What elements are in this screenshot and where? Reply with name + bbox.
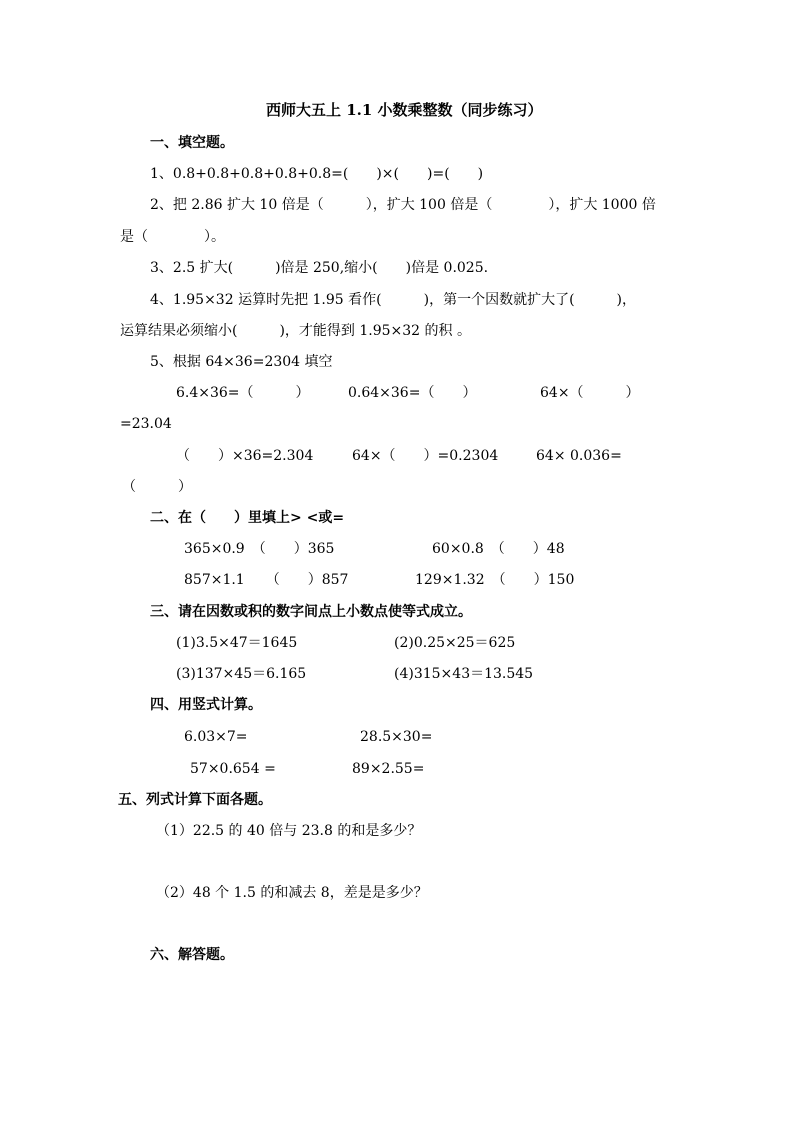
compare-item-4: 129×1.32 （ ）150 [415, 572, 575, 588]
section-5-heading: 五、列式计算下面各题。 [118, 792, 272, 808]
question-1-5-item-d: （ ）×36=2.304 [176, 448, 314, 464]
question-1-5: 5、根据 64×36=2304 填空 [150, 354, 333, 370]
question-1-5-item-f-cont: （ ） [122, 479, 192, 495]
section-6-heading: 六、解答题。 [150, 947, 234, 963]
question-1-5-item-c-cont: =23.04 [120, 416, 172, 432]
question-1-2-line1: 2、把 2.86 扩大 10 倍是（ ），扩大 100 倍是（ ），扩大 1000 倍 [150, 197, 656, 213]
question-1-3: 3、2.5 扩大( )倍是 250,缩小( )倍是 0.025. [150, 260, 489, 276]
decimal-point-item-1: (1)3.5×47＝1645 [176, 635, 298, 651]
question-1-5-item-a: 6.4×36=（ ） [176, 385, 310, 401]
word-problem-2: （2）48 个 1.5 的和减去 8，差是是多少？ [156, 885, 428, 901]
word-problem-1: （1）22.5 的 40 倍与 23.8 的和是多少？ [156, 823, 422, 839]
section-2-heading: 二、在（ ）里填上> <或= [150, 510, 345, 526]
question-1-4-line2: 运算结果必须缩小( )，才能得到 1.95×32 的积 。 [120, 323, 471, 339]
section-1-heading: 一、填空题。 [150, 135, 234, 151]
vertical-calc-item-1: 6.03×7= [184, 729, 248, 745]
section-4-heading: 四、用竖式计算。 [150, 697, 262, 713]
compare-item-3: 857×1.1 （ ）857 [184, 572, 349, 588]
decimal-point-item-2: (2)0.25×25＝625 [394, 635, 516, 651]
vertical-calc-item-2: 28.5×30= [360, 729, 433, 745]
question-1-5-item-f: 64× 0.036= [536, 448, 622, 464]
question-1-5-item-c: 64×（ ） [540, 385, 640, 401]
decimal-point-item-3: (3)137×45＝6.165 [176, 666, 307, 682]
question-1-2-line2: 是（ ）。 [120, 229, 225, 245]
worksheet-title: 西师大五上 1.1 小数乘整数（同步练习） [266, 101, 543, 119]
question-1-5-item-b: 0.64×36=（ ） [348, 385, 477, 401]
compare-item-2: 60×0.8 （ ）48 [432, 541, 565, 557]
compare-item-1: 365×0.9 （ ）365 [184, 541, 335, 557]
section-3-heading: 三、请在因数或积的数字间点上小数点使等式成立。 [150, 604, 472, 620]
question-1-1: 1、0.8+0.8+0.8+0.8+0.8=( )×( )=( ) [150, 166, 484, 182]
vertical-calc-item-4: 89×2.55= [352, 761, 425, 777]
decimal-point-item-4: (4)315×43＝13.545 [394, 666, 534, 682]
vertical-calc-item-3: 57×0.654 = [190, 761, 276, 777]
question-1-4-line1: 4、1.95×32 运算时先把 1.95 看作( )，第一个因数就扩大了( )， [150, 292, 636, 308]
question-1-5-item-e: 64×（ ）=0.2304 [352, 448, 499, 464]
